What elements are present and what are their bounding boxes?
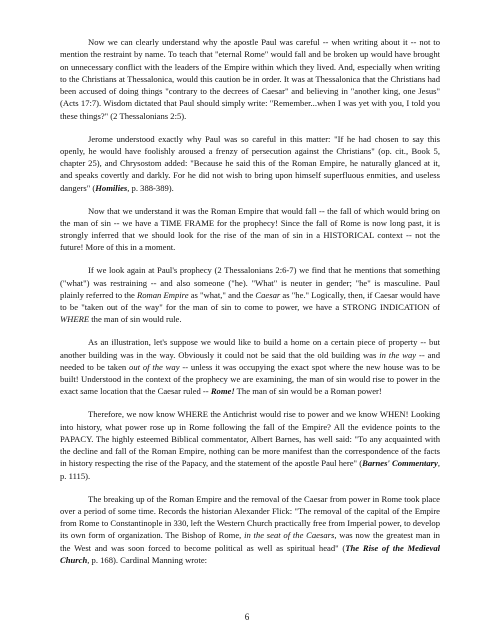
paragraph-text: as "he." Logically, then, if Caesar would have to be "taken out of the way" for the man of sin to come to power, we have a STRONG INDICATION of: [60, 289, 440, 313]
paragraph-5: [60, 336, 440, 397]
emphasis-text: out of the way: [129, 361, 180, 372]
emphasis-text: in the way: [379, 349, 417, 360]
paragraph-text: Now that we understand it was the Roman Empire that would fall -- the fall of which would bring on the man of sin -- we have a TIME FRAME for the prophecy! Since the fall of Rome is now long past, it is strongly inferred that we should look for the rise of the man of sin in a HISTORICAL context -- not the future! More of this in a moment.: [60, 205, 440, 253]
emphasis-text: Rome!: [210, 386, 235, 397]
paragraph-text: , p. 1115).: [60, 458, 440, 481]
paragraph-7: [60, 493, 440, 567]
paragraph-text: the man of sin would rule.: [89, 314, 182, 325]
document-body: [60, 36, 440, 577]
emphasis-text: Roman Empire: [137, 289, 189, 300]
paragraph-6: [60, 408, 440, 482]
citation-title: Barnes' Commentary: [362, 458, 438, 469]
paragraph-text: The breaking up of the Roman Empire and the removal of the Caesar from power in Rome took place over a period of some time. Records the historian Alexander Flick: "The removal of the capital of the Empire from Rome to Constantinople in 330, left the Western Church practically free from Imperial power, to develop its own form of organization. The Bishop of Rome,: [60, 493, 440, 541]
emphasis-text: WHERE: [60, 314, 90, 325]
paragraph-4: [60, 264, 440, 325]
paragraph-text: , was now the greatest man in the West and was soon forced to become political as well as spiritual head" (: [60, 530, 440, 553]
paragraph-3: [60, 205, 440, 254]
paragraph-text: , p. 388-389).: [127, 182, 174, 193]
paragraph-text: Therefore, we now know WHERE the Antichrist would rise to power and we know WHEN! Looking into history, what power rose up in Rome following the fall of the Empire? All the evidence points to the PAPACY. The highly esteemed Biblical commentator, Albert Barnes, has well said: "To any acquainted with the decline and fall of the Roman Empire, nothing can be more manifest than the correspondence of the facts in history respecting the rise of the Papacy, and the statement of the apostle Paul here" (: [60, 409, 440, 469]
paragraph-1: [60, 36, 440, 122]
paragraph-text: , p. 168). Cardinal Manning wrote:: [87, 554, 208, 565]
paragraph-2: [60, 133, 440, 194]
citation-title: The Rise of the Medieval Church: [60, 542, 440, 565]
paragraph-text: As an illustration, let's suppose we would like to build a home on a certain piece of property -- but another building was in the way. Obviously it could not be said that the old building was: [60, 337, 440, 360]
paragraph-text: as "what," and the: [188, 289, 256, 300]
paragraph-text: -- and needed to be taken: [60, 349, 441, 372]
page-number: 6: [244, 612, 250, 622]
paragraph-text: Now we can clearly understand why the apostle Paul was careful -- when writing about it -- not to mention the restraint by name. To teach that "eternal Rome" would fall and be broken up would have brought on unnecessary conflict with the leaders of the Empire within which they lived. And, especially when writing to the Christians at Thessalonica, would this caution be in order. It was at Thessalonica that the Christians had been accused of doing things "contrary to the decrees of Caesar" and believing in "another king, one Jesus" (Acts 17:7). Wisdom dictated that Paul should simply write: "Remember...when I was yet with you, I told you these things?" (2 Thessalonians 2:5).: [60, 37, 440, 121]
paragraph-text: If we look again at Paul's prophecy (2 Thessalonians 2:6-7) we find that he mentions that something ("what") was restraining -- and also someone ("he). "What" is neuter in gender; "he" is masculine. Paul plainly referred to the: [60, 265, 440, 300]
paragraph-text: Jerome understood exactly why Paul was so careful in this matter: "If he had chosen to say this openly, he would have foolishly aroused a frenzy of persecution against the Christians" (op. cit., Book 5, chapter 25), and Chrysostom added: "Because he said this of the Roman Empire, he naturally glanced at it, and speaks covertly and darkly. For he did not wish to bring upon himself superfluous enmities, and useless dangers" (: [60, 133, 440, 193]
citation-title: Homilies: [95, 182, 128, 193]
paragraph-text: The man of sin would be a Roman power!: [234, 386, 382, 397]
emphasis-text: in the seat of the Caesars: [244, 530, 335, 541]
emphasis-text: Caesar: [255, 289, 281, 300]
paragraph-text: -- unless it was occupying the exact spot where the new house was to be built! Understood in the context of the prophecy we are examining, the man of sin would rise to power in the exact same location that the Caesar ruled --: [60, 361, 440, 397]
